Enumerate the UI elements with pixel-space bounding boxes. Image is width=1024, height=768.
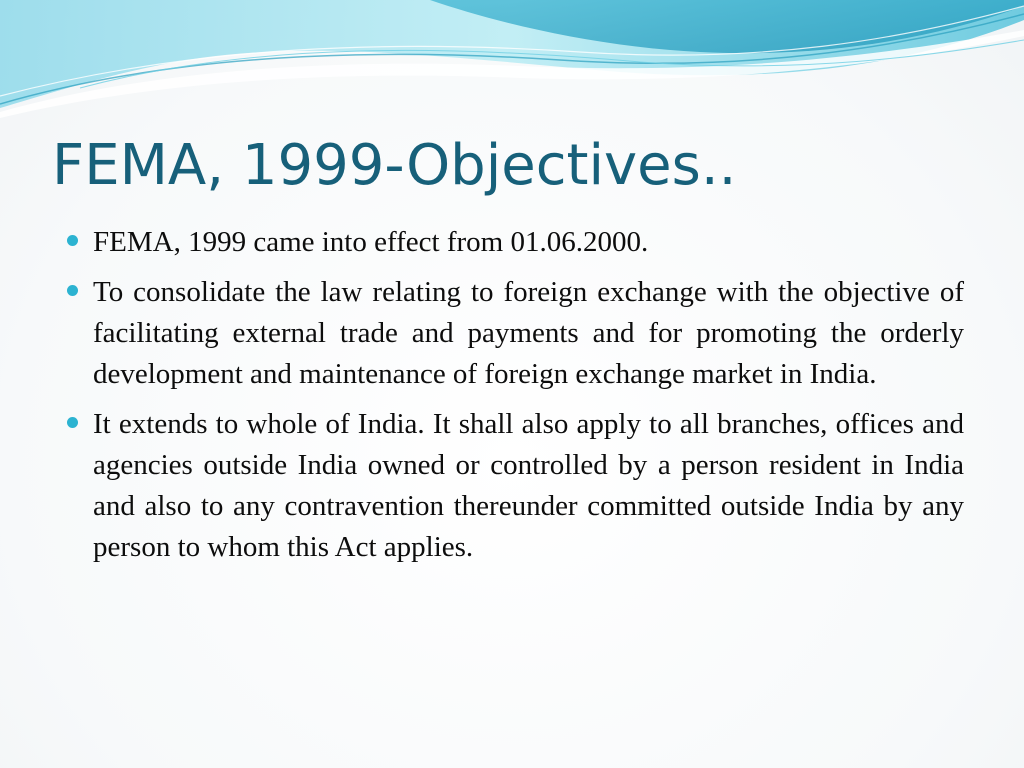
bullet-text: FEMA, 1999 came into effect from 01.06.2000. <box>93 226 649 258</box>
list-item <box>64 404 964 568</box>
bullet-dot-icon <box>67 285 78 296</box>
list-item <box>64 272 964 395</box>
slide-title: FEMA, 1999-Objectives.. <box>52 133 737 198</box>
bullet-list <box>64 222 964 577</box>
wave-banner-decoration <box>0 0 1024 120</box>
bullet-text: To consolidate the law relating to foreign exchange with the objective of facilitating external trade and payments and for promoting the orderly development and maintenance of foreign exchange market in India. <box>93 276 964 390</box>
bullet-dot-icon <box>67 417 78 428</box>
bullet-text: It extends to whole of India. It shall also apply to all branches, offices and agencies outside India owned or controlled by a person resident in India and also to any contravention thereunder committed outside India by any person to whom this Act applies. <box>93 408 964 563</box>
bullet-dot-icon <box>67 235 78 246</box>
list-item <box>64 222 964 263</box>
